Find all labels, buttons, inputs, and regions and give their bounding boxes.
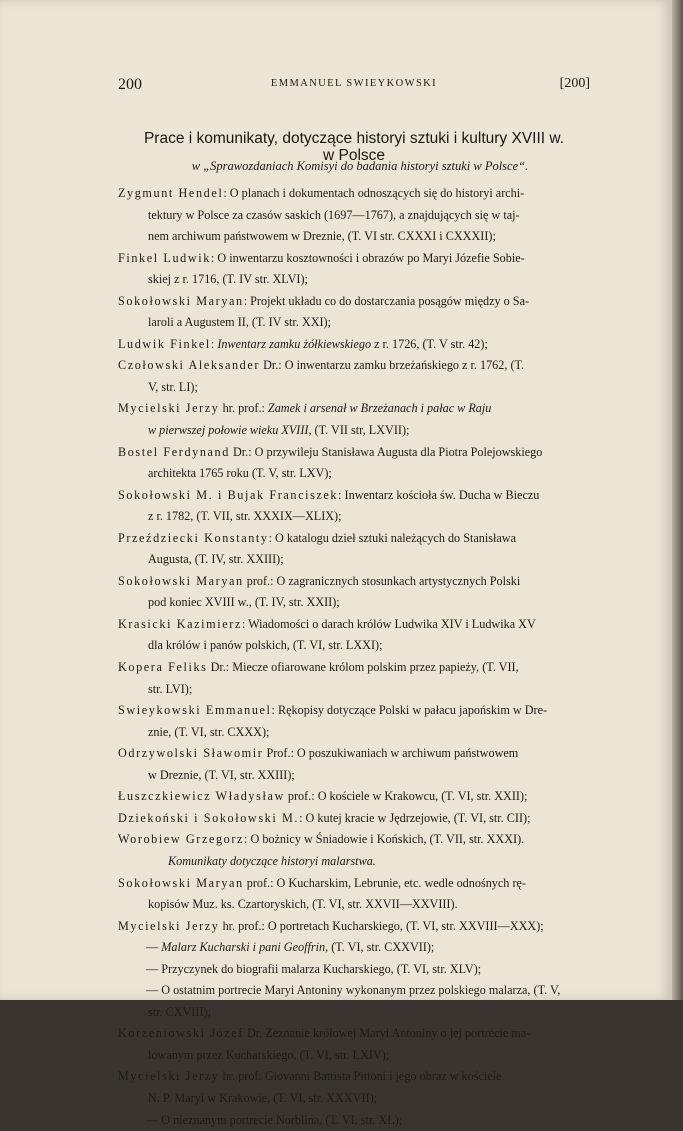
entry-text: prof.: O Kucharskim, Lebrunie, etc. wedle odnośnych rę- [243, 875, 526, 890]
book-gutter-edge [672, 0, 683, 1000]
author-name: Kopera Feliks [118, 660, 208, 675]
section-title-line-1: Prace i komunikaty, dotyczące historyi sztuki i kultury XVIII w. [143, 130, 565, 147]
entry-text: Prof.: O poszukiwaniach w archiwum państwowem [263, 746, 519, 761]
entry-continuation: w Dreznie, (T. VI, str. XXIII); [148, 767, 295, 782]
bibliography-line [118, 614, 600, 636]
bibliography-line [118, 1088, 600, 1110]
bibliography-line [118, 528, 600, 550]
entry-continuation: str. CXVIII); [148, 1004, 211, 1019]
bibliography-line [118, 980, 600, 1002]
ditto-dash: — [146, 940, 159, 955]
entry-title-italic: w pierwszej połowie wieku XVIII, [148, 423, 312, 438]
author-name: Sokołowski Maryan [118, 573, 244, 588]
author-name: Przeździecki Konstanty [118, 530, 269, 545]
bibliography-line [118, 312, 600, 334]
bibliography-line [118, 916, 600, 938]
author-name: Czołowski Aleksander [118, 358, 261, 373]
author-name: Mycielski Jerzy [118, 401, 220, 416]
entry-text: Dr.: O inwentarzu zamku brzeżańskiego z r. 1762, (T. [260, 358, 525, 373]
bibliography-line [118, 398, 600, 420]
author-name: Mycielski Jerzy [118, 918, 220, 933]
author-name: Swieykowski Emmanuel [118, 703, 272, 718]
author-name: Odrzywolski Sławomir [118, 746, 264, 761]
entry-continuation: pod koniec XVIII w., (T. IV, str. XXII); [148, 595, 340, 610]
entry-text: hr. prof: Giovanni Battista Pittoni i jego obraz w kościele [219, 1069, 502, 1084]
entry-text: (T. VII str, LXVII); [311, 423, 410, 438]
entry-continuation: V, str. LI); [148, 379, 198, 394]
entry-text: : Projekt układu co do dostarczania posągów między o Sa- [243, 293, 530, 308]
bibliography-line [118, 183, 600, 205]
bibliography-line [118, 205, 600, 227]
entry-text: z r. 1726, (T. V str. 42); [371, 336, 488, 351]
entry-title-italic: Zamek i arsenał w Brzeżanach i pałac w Raju [267, 401, 492, 416]
entry-title-italic: Inwentarz zamku żółkiewskiego [217, 336, 372, 351]
bibliography-line [118, 873, 600, 895]
entry-text: O nieznanym portrecie Norblina, (T. VI, str. XL); [161, 1112, 403, 1127]
entry-continuation: architekta 1765 roku (T. V, str. LXV); [148, 466, 332, 481]
author-name: Ludwik Finkel [118, 336, 211, 351]
running-head-author: EMMANUEL SWIEYKOWSKI [270, 78, 438, 89]
author-name: Sokołowski Maryan [118, 293, 244, 308]
entry-text: : O katalogu dzieł sztuki należących do Stanisława [268, 530, 517, 545]
bibliography-line [118, 442, 600, 464]
bibliography-line [118, 1066, 600, 1088]
entry-text: hr. prof.: O portretach Kucharskiego, (T. VI, str. XXVIII—XXX); [219, 918, 544, 933]
bibliography-line [118, 829, 600, 851]
bibliography-line [118, 355, 600, 377]
entry-continuation: nem archiwum państwowem w Dreznie, (T. VI str. CXXXI i CXXXII); [148, 229, 496, 244]
running-head [118, 76, 590, 96]
entry-text: : Rękopisy dotyczące Polski w pałacu japońskim w Dre- [271, 703, 548, 718]
bibliography-line [118, 549, 600, 571]
entry-text: : Wiadomości o darach królów Ludwika XIV i Ludwika XV [241, 616, 536, 631]
entry-text: : O kutej kracie w Jędrzejowie, (T. VI, str. CII); [299, 810, 531, 825]
bibliography-line [118, 377, 600, 399]
entry-text: : [210, 336, 218, 351]
entry-continuation: laroli a Augustem II, (T. IV str. XXI); [148, 315, 332, 330]
entry-continuation: tektury w Polsce za czasów saskich (1697—1767), a znajdujących się w taj- [148, 207, 520, 222]
entry-text: (T. VI, str. CXXVII); [328, 940, 435, 955]
bibliography-line [118, 1002, 600, 1024]
bibliography-line [118, 1023, 600, 1045]
entry-continuation: znie, (T. VI, str. CXXX); [148, 724, 270, 739]
entry-text: Przyczynek do biografii malarza Kucharskiego, (T. VI, str. XLV); [161, 961, 482, 976]
author-name: Finkel Ludwik [118, 250, 211, 265]
entry-text: Dr. Zeznanie królowej Maryi Antoniny o jej portrecie ma- [243, 1026, 531, 1041]
author-name: Zygmunt Hendel [118, 186, 224, 200]
entry-continuation: kopisów Muz. ks. Czartoryskich, (T. VI, str. XXVII—XXVIII). [148, 897, 458, 912]
bibliography-line [118, 635, 600, 657]
bibliography-line [118, 851, 600, 873]
author-name: Sokołowski M. i Bujak Franciszek [118, 487, 339, 502]
entry-text: hr. prof.: [219, 401, 268, 416]
bibliography-line [118, 1045, 600, 1067]
bibliography-line [118, 248, 600, 270]
author-name: Worobiew Grzegorz [118, 832, 245, 847]
section-subtitle: w „Sprawozdaniach Komisyi do badania historyi sztuki w Polsce“. [191, 159, 529, 173]
entry-continuation: z r. 1782, (T. VII, str. XXXIX—XLIX); [148, 509, 342, 524]
bibliography-line [118, 657, 600, 679]
entry-continuation: N. P. Maryi w Krakowie, (T. VI, str. XXXVII); [148, 1090, 378, 1105]
ditto-dash: — [146, 983, 159, 998]
bibliography-line [118, 485, 600, 507]
bibliography-line [118, 592, 600, 614]
bibliography-line [118, 722, 600, 744]
entry-text: : Inwentarz kościoła św. Ducha w Bieczu [338, 487, 540, 502]
author-name: Sokołowski Maryan [118, 875, 244, 890]
bibliography-line [118, 937, 600, 959]
entry-text: : O planach i dokumentach odnoszących się do historyi archi- [223, 186, 525, 200]
bracket-page-number: [200] [559, 76, 590, 91]
bibliography-line [118, 420, 600, 442]
entry-continuation: Augusta, (T. IV, str. XXIII); [148, 552, 284, 567]
author-name: Mycielski Jerzy [118, 1069, 220, 1084]
author-name: Korzeniowski Józef [118, 1026, 244, 1041]
author-name: Krasicki Kazimierz [118, 616, 242, 631]
bibliography-line [118, 571, 600, 593]
bibliography-line [118, 808, 600, 830]
bibliography-line [118, 765, 600, 787]
bibliography-line [118, 894, 600, 916]
bibliography-line [118, 786, 600, 808]
author-name: Łuszczkiewicz Władysław [118, 789, 285, 804]
bibliography-line [118, 463, 600, 485]
author-name: Bostel Ferdynand [118, 444, 230, 459]
entry-text: : O bożnicy w Śniadowie i Końskich, (T. VII, str. XXXI). [244, 832, 525, 847]
ditto-dash: — [146, 961, 159, 976]
bibliography-line [118, 291, 600, 313]
ditto-dash: — [146, 1112, 159, 1127]
section-title-line-2: w Polsce [322, 147, 386, 164]
bibliography-line [118, 679, 600, 701]
entry-text: : O inwentarzu kosztowności i obrazów po Maryi Józefie Sobie- [210, 250, 525, 265]
bibliography-line [118, 226, 600, 248]
entry-text: Dr.: O przywileju Stanisława Augusta dla Piotra Polejowskiego [229, 444, 543, 459]
author-name: Dziekoński i Sokołowski M. [118, 810, 300, 825]
entry-continuation: skiej z r. 1716, (T. IV str. XLVI); [148, 272, 308, 287]
entry-text: O ostatnim portrecie Maryi Antoniny wykonanym przez polskiego malarza, (T. V, [161, 983, 561, 998]
entry-continuation: str. LVI); [148, 681, 193, 696]
bibliography-list [118, 183, 600, 1131]
entry-title-italic: Malarz Kucharski i pani Geoffrin, [161, 940, 329, 955]
page-number: 200 [118, 76, 142, 93]
bibliography-line [118, 743, 600, 765]
bibliography-line [118, 269, 600, 291]
bibliography-line [118, 506, 600, 528]
bibliography-line [118, 334, 600, 356]
bibliography-line [118, 959, 600, 981]
entry-text: prof.: O zagranicznych stosunkach artystycznych Polski [243, 573, 521, 588]
entry-text: Dr.: Miecze ofiarowane królom polskim przez papieży, (T. VII, [207, 660, 519, 675]
bibliography-line [118, 700, 600, 722]
entry-text: prof.: O kościele w Krakowcu, (T. VI, str. XXII); [284, 789, 528, 804]
entry-continuation: lowanym przez Kucharskiego, (T. VI, str. LXIV); [148, 1047, 390, 1062]
subsection-heading: Komunikaty dotyczące historyi malarstwa. [168, 853, 376, 868]
bibliography-line [118, 1110, 600, 1131]
entry-continuation: dla królów i panów polskich, (T. VI, str. LXXI); [148, 638, 383, 653]
